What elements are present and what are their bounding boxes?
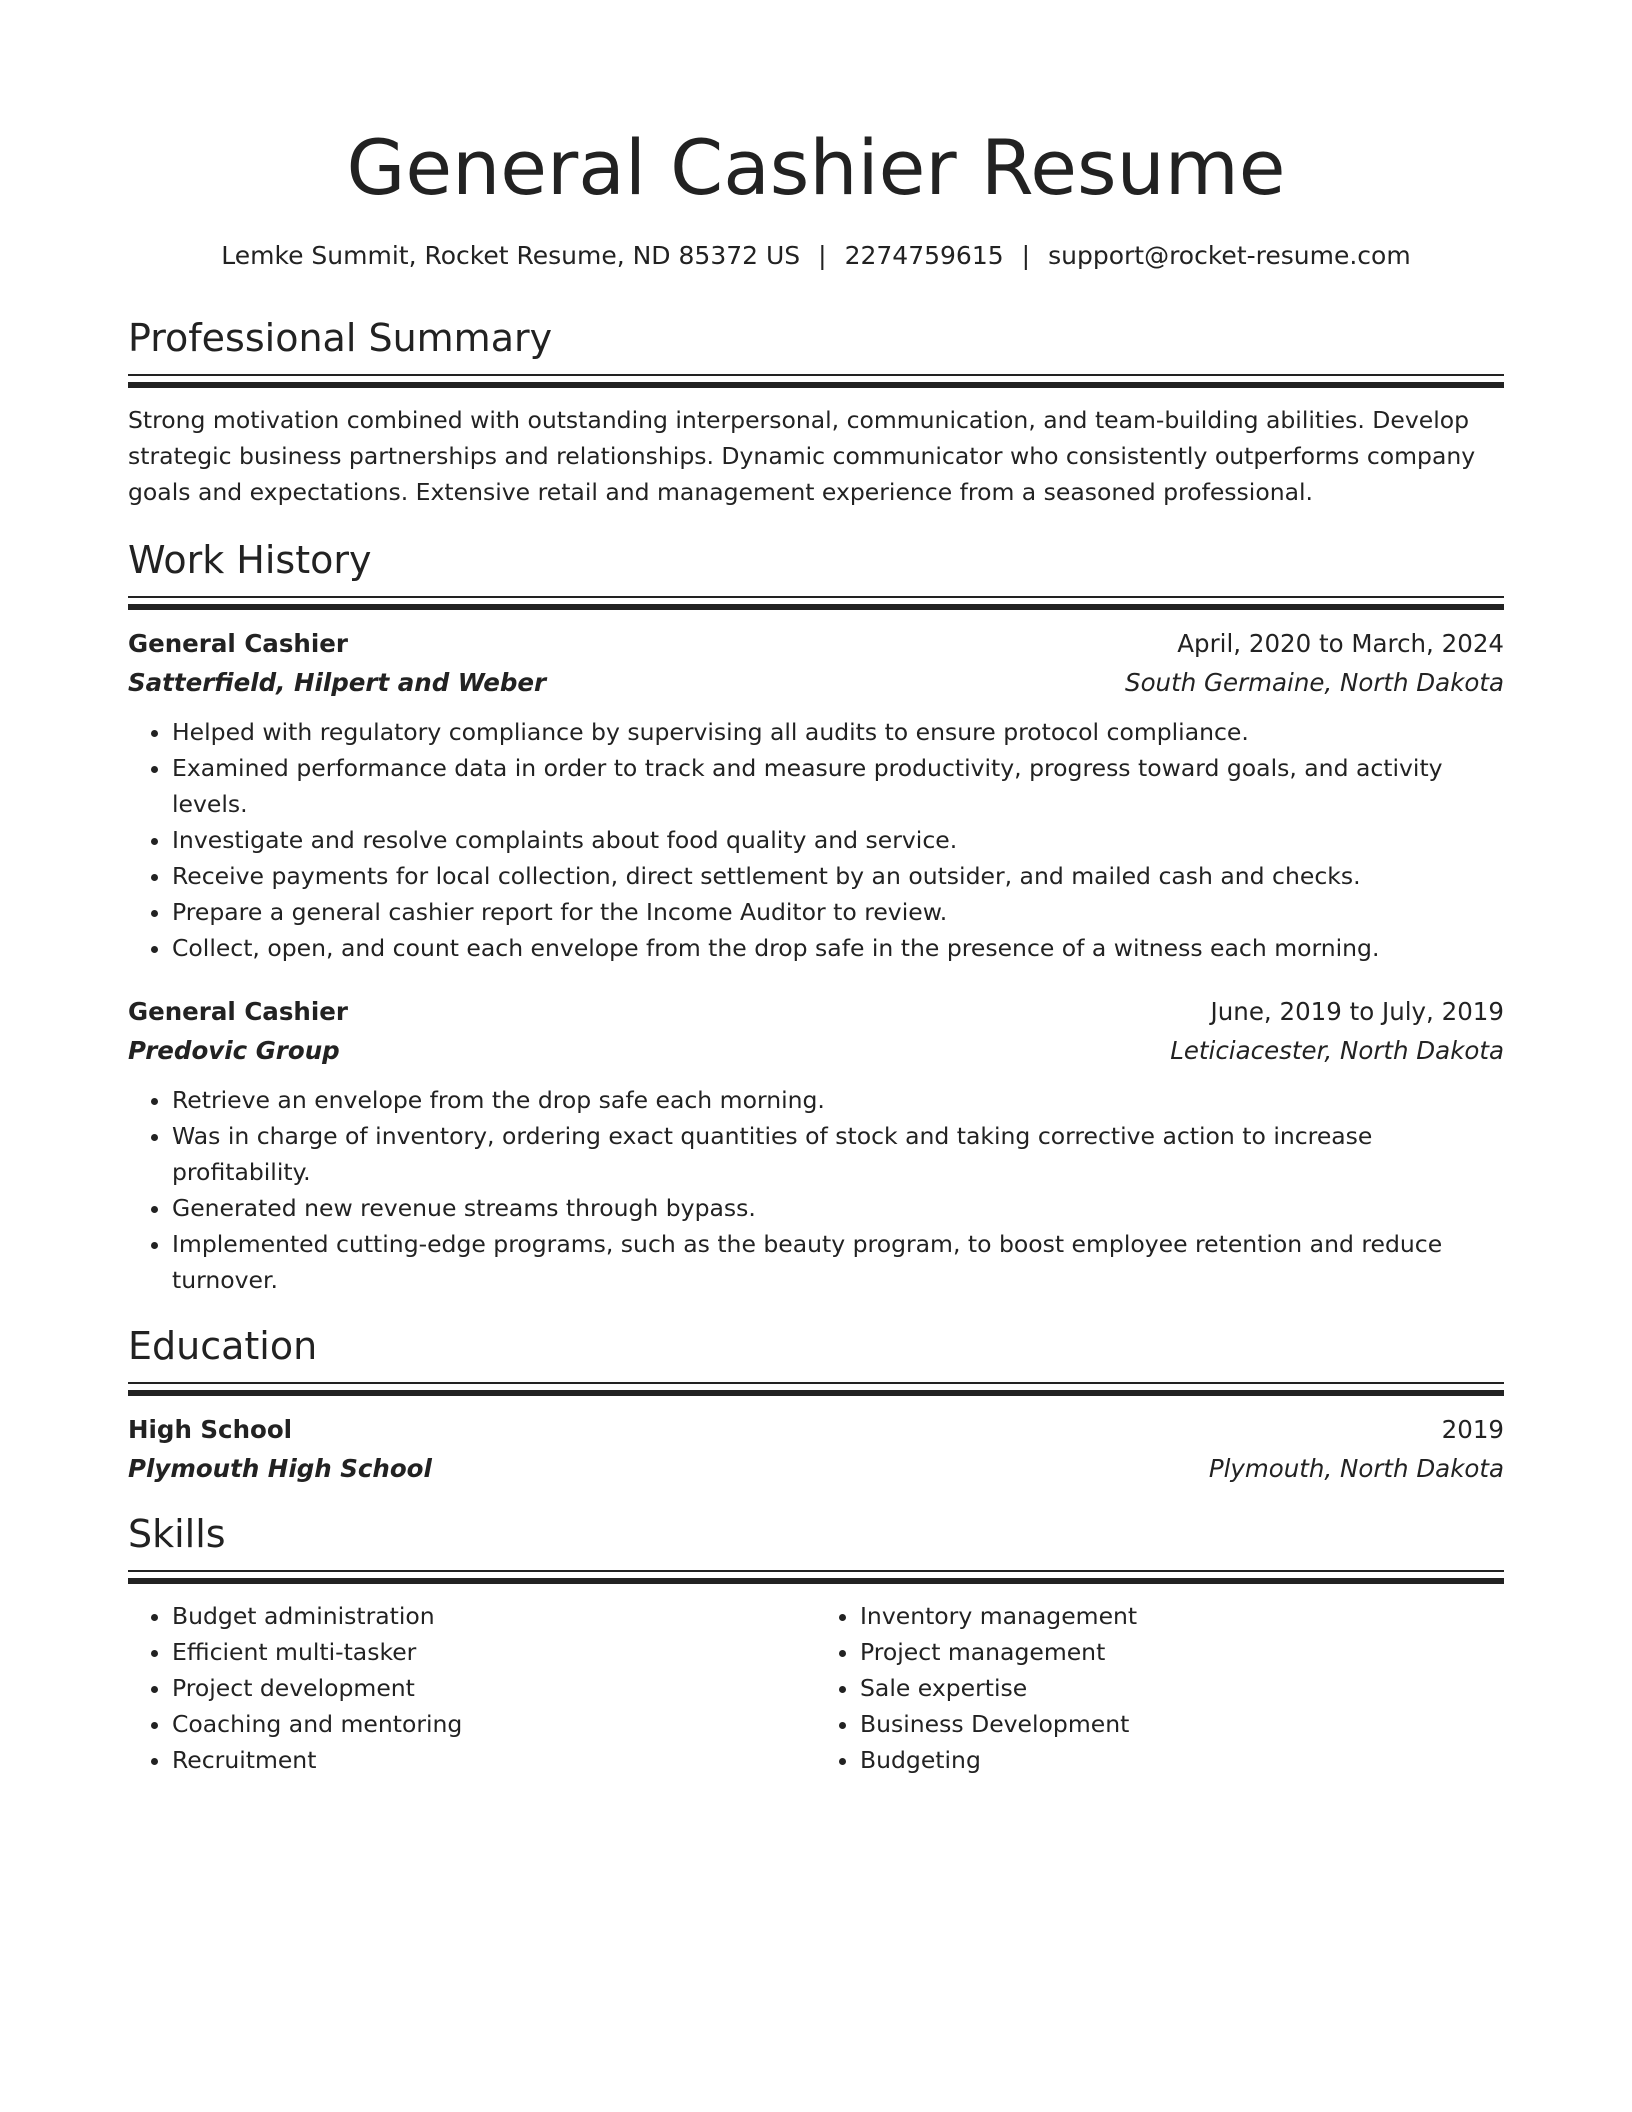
- job-company-row: [128, 1032, 1504, 1070]
- section-divider: [128, 1382, 1504, 1396]
- summary-text: Strong motivation combined with outstanding interpersonal, communication, and team-building abilities. Develop strategic business partnerships and relationships. Dynamic communicator who consistently outperforms company goals and expectations. Extensive retail and management experience from a seasoned professional.: [128, 406, 1476, 506]
- list-item: • Project management: [860, 1634, 1504, 1670]
- education-year: 2019: [1441, 1415, 1504, 1444]
- section-divider: [128, 374, 1504, 388]
- education-entry: [128, 1410, 1504, 1488]
- section-heading: Work History: [128, 538, 372, 582]
- job-company: Satterfield, Hilpert and Weber: [128, 668, 547, 697]
- contact-phone: 2274759615: [844, 241, 1004, 270]
- page-title: General Cashier Resume: [346, 123, 1286, 212]
- job-location: Leticiacester, North Dakota: [1170, 1036, 1504, 1065]
- list-item: • Helped with regulatory compliance by supervising all audits to ensure protocol compliance.: [172, 714, 1504, 750]
- list-item: • Business Development: [860, 1706, 1504, 1742]
- list-item: • Budget administration: [172, 1598, 816, 1634]
- skills-columns: [128, 1598, 1504, 1778]
- list-item: • Sale expertise: [860, 1670, 1504, 1706]
- list-item: • Examined performance data in order to track and measure productivity, progress toward goals, and activity levels.: [172, 750, 1504, 822]
- education-school-row: [128, 1450, 1504, 1488]
- section-work-history: [128, 536, 1504, 1298]
- job-dates: April, 2020 to March, 2024: [1177, 629, 1504, 658]
- education-school: Plymouth High School: [128, 1454, 432, 1483]
- job-company-row: [128, 664, 1504, 702]
- contact-address: Lemke Summit, Rocket Resume, ND 85372 US: [221, 241, 801, 270]
- skills-list-left: [128, 1598, 816, 1778]
- education-degree: High School: [128, 1415, 293, 1444]
- job-header-row: [128, 624, 1504, 664]
- contact-line: [128, 238, 1504, 274]
- list-item: • Investigate and resolve complaints about food quality and service.: [172, 822, 1504, 858]
- list-item: • Inventory management: [860, 1598, 1504, 1634]
- list-item: • Implemented cutting-edge programs, such as the beauty program, to boost employee retention and reduce turnover.: [172, 1226, 1504, 1298]
- section-divider: [128, 1570, 1504, 1584]
- section-education: [128, 1322, 1504, 1488]
- list-item: • Budgeting: [860, 1742, 1504, 1778]
- list-item: • Prepare a general cashier report for the Income Auditor to review.: [172, 894, 1504, 930]
- section-heading: Education: [128, 1324, 318, 1368]
- list-item: • Retrieve an envelope from the drop safe each morning.: [172, 1082, 1504, 1118]
- list-item: • Recruitment: [172, 1742, 816, 1778]
- resume-header: [128, 120, 1504, 274]
- list-item: • Was in charge of inventory, ordering exact quantities of stock and taking corrective action to increase profitability.: [172, 1118, 1504, 1190]
- list-item: • Project development: [172, 1670, 816, 1706]
- education-header-row: [128, 1410, 1504, 1450]
- section-heading: Skills: [128, 1512, 226, 1556]
- contact-separator: |: [1021, 241, 1031, 270]
- job-dates: June, 2019 to July, 2019: [1210, 997, 1504, 1026]
- list-item: • Receive payments for local collection, direct settlement by an outsider, and mailed cash and checks.: [172, 858, 1504, 894]
- job-bullets: [128, 714, 1504, 966]
- section-skills: [128, 1510, 1504, 1778]
- skills-list-right: [816, 1598, 1504, 1778]
- job-entry: [128, 624, 1504, 966]
- contact-separator: |: [818, 241, 827, 270]
- job-title: General Cashier: [128, 629, 348, 658]
- section-divider: [128, 596, 1504, 610]
- contact-email: support@rocket-resume.com: [1048, 241, 1411, 270]
- job-title: General Cashier: [128, 997, 348, 1026]
- job-bullets: [128, 1082, 1504, 1298]
- list-item: • Coaching and mentoring: [172, 1706, 816, 1742]
- job-company: Predovic Group: [128, 1036, 340, 1065]
- section-professional-summary: [128, 314, 1504, 510]
- list-item: • Efficient multi-tasker: [172, 1634, 816, 1670]
- education-location: Plymouth, North Dakota: [1208, 1454, 1504, 1483]
- list-item: • Collect, open, and count each envelope from the drop safe in the presence of a witness each morning.: [172, 930, 1504, 966]
- job-entry: [128, 992, 1504, 1298]
- job-location: South Germaine, North Dakota: [1125, 668, 1504, 697]
- list-item: • Generated new revenue streams through bypass.: [172, 1190, 1504, 1226]
- section-heading: Professional Summary: [128, 316, 553, 360]
- job-header-row: [128, 992, 1504, 1032]
